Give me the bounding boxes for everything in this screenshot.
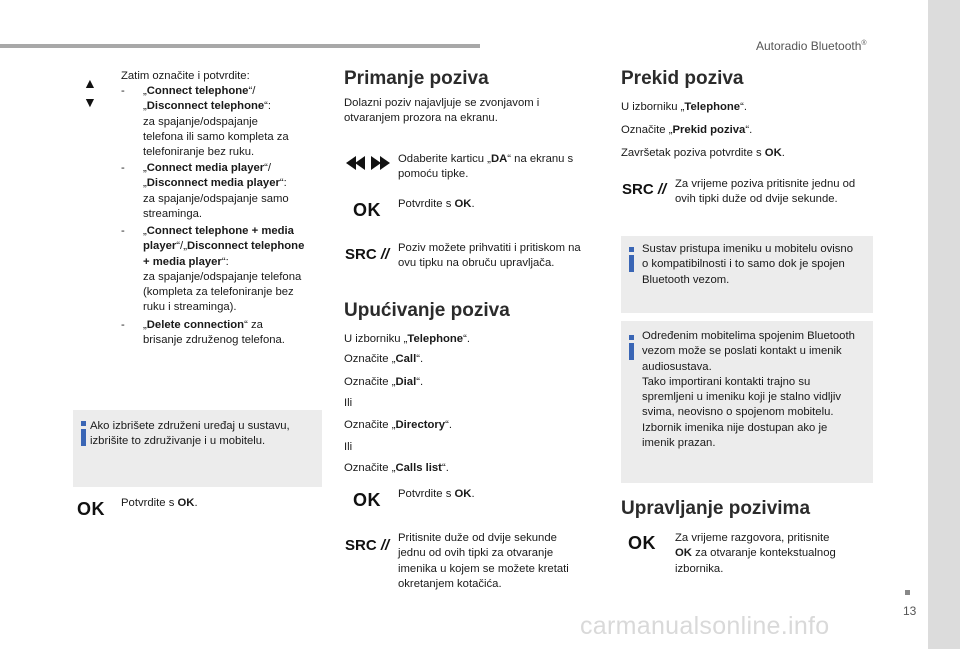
page-marker — [905, 590, 910, 595]
info-text: Ako izbrišete združeni uređaj u sustavu, izbrišite to združivanje i u mobitelu. — [90, 420, 290, 448]
top-divider-bar — [0, 44, 480, 48]
ok-button-icon: OK — [77, 499, 105, 519]
or-text: Ili — [344, 397, 353, 409]
menu-step: Označite „Directory“. — [344, 419, 452, 431]
src-phone-icon: SRC // — [622, 181, 667, 198]
menu-step: Označite „Calls list“. — [344, 462, 449, 474]
heading-managing-calls: Upravljanje pozivima — [621, 498, 811, 519]
step-text: Pritisnite duže od dvije sekunde jednu od ovih tipki za otvaranje imenika u kojem se možete kretati okretanjem kotačića. — [398, 532, 569, 590]
heading-making-call: Upućivanje poziva — [344, 300, 510, 321]
menu-step: U izborniku „Telephone“. — [621, 101, 747, 113]
step-text: Poziv možete prihvatiti i pritiskom na ovu tipku na obruču upravljača. — [398, 242, 581, 270]
menu-step: Završetak poziva potvrdite s OK. — [621, 147, 785, 159]
menu-step: U izborniku „Telephone“. — [344, 333, 470, 345]
heading-ending-call: Prekid poziva — [621, 68, 744, 89]
pairing-intro: Zatim označite i potvrdite: — [121, 70, 250, 82]
src-phone-icon: SRC // — [345, 537, 390, 554]
page-number: 13 — [903, 604, 917, 618]
intro-text: Dolazni poziv najavljuje se zvonjavom i otvaranjem prozora na ekranu. — [344, 97, 540, 125]
ok-button-icon: OK — [353, 490, 381, 510]
info-text: Određenim mobitelima spojenim Bluetooth vezom može se poslati kontakt u imenik audiosustava. Tako importirani kontakti trajno su spremljeni u imeniku koji je stalno vidljiv svima, neovisno o spojenom mobitelu. Izbornik imenika nije dostupan ako je imenik prazan. — [642, 330, 855, 450]
page-side-strip — [928, 0, 960, 649]
step-text: Za vrijeme poziva pritisnite jednu od ovih tipki duže od dvije sekunde. — [675, 178, 856, 206]
up-arrow-icon: ▲ — [83, 75, 97, 91]
info-box — [73, 410, 322, 487]
down-arrow-icon: ▼ — [83, 94, 97, 110]
prev-next-icon — [346, 155, 390, 171]
step-text: Za vrijeme razgovora, pritisnite OK za otvaranje kontekstualnog izbornika. — [675, 532, 836, 575]
info-icon — [629, 247, 634, 252]
step-text: Potvrdite s OK. — [398, 198, 475, 210]
step-text: Odaberite karticu „DA“ na ekranu s pomoću tipke. — [398, 153, 574, 181]
menu-step: Označite „Call“. — [344, 353, 424, 365]
or-text: Ili — [344, 441, 353, 453]
info-box — [621, 321, 873, 483]
info-icon — [81, 421, 86, 426]
ok-button-icon: OK — [353, 200, 381, 220]
src-phone-icon: SRC // — [345, 246, 390, 263]
heading-receiving-call: Primanje poziva — [344, 68, 489, 89]
ok-button-icon: OK — [628, 533, 656, 553]
section-header: Autoradio Bluetooth® — [756, 39, 867, 53]
confirm-text: Potvrdite s OK. — [121, 497, 198, 509]
menu-step: Označite „Prekid poziva“. — [621, 124, 753, 136]
info-box — [621, 236, 873, 313]
menu-step: Označite „Dial“. — [344, 376, 424, 388]
watermark: carmanualsonline.info — [580, 612, 830, 640]
info-text: Sustav pristupa imeniku u mobitelu ovisno o kompatibilnosti i to samo dok je spojen Bluetooth vezom. — [642, 243, 853, 286]
info-icon — [629, 335, 634, 340]
step-text: Potvrdite s OK. — [398, 488, 475, 500]
